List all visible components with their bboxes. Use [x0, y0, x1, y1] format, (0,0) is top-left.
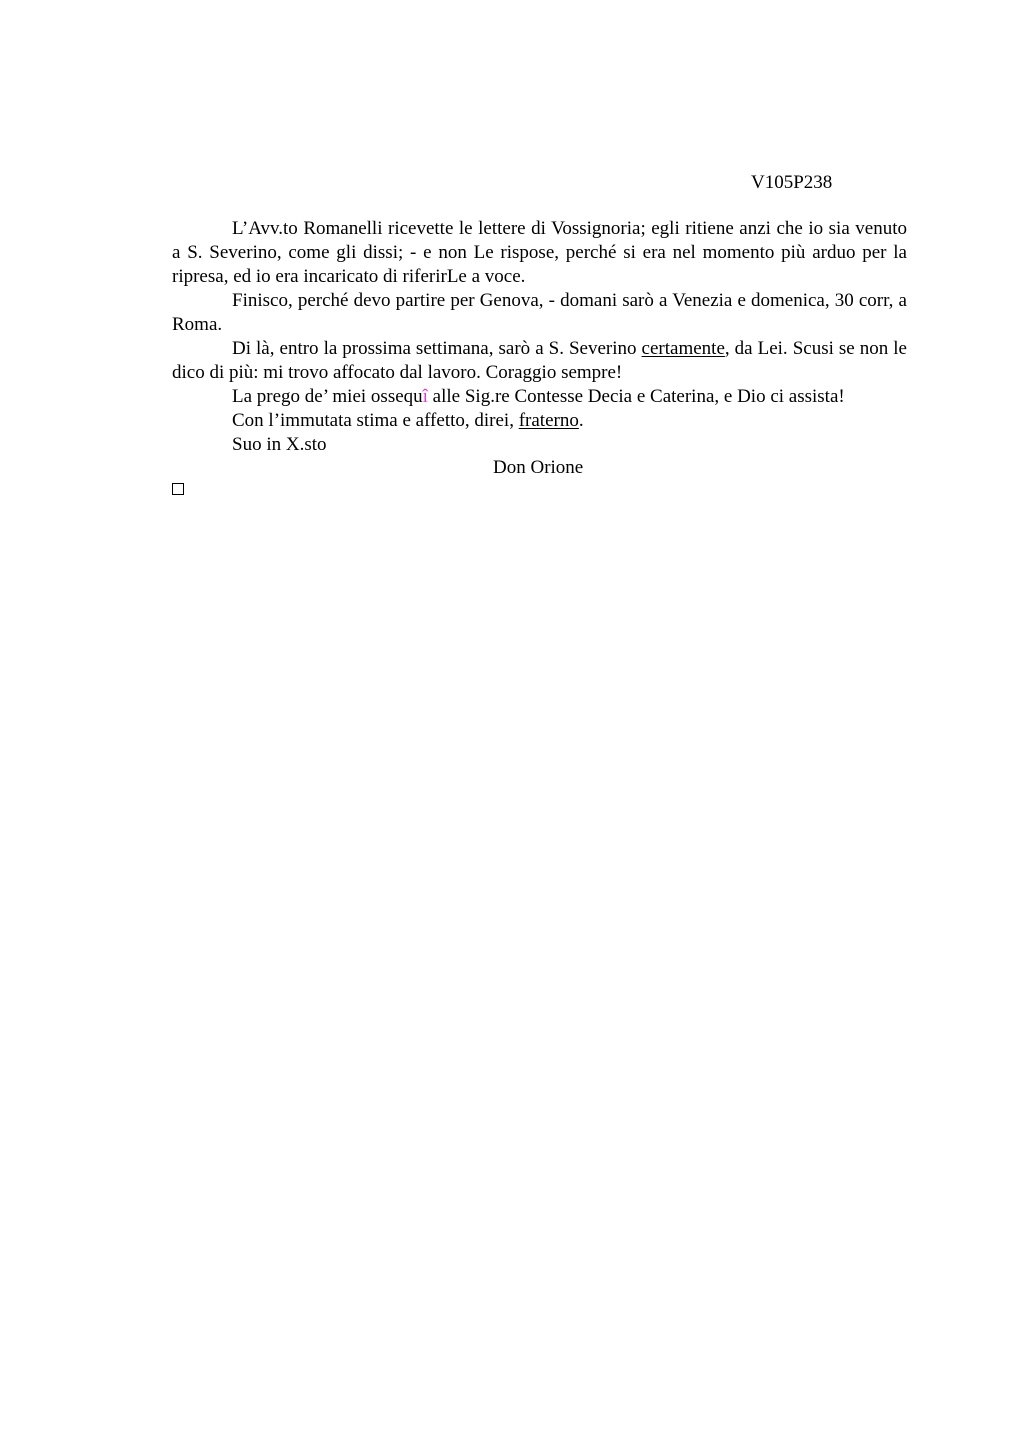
paragraph-3-text-start: Di là, entro la prossima settimana, sarò a S. Severino [232, 338, 642, 359]
underlined-word-certamente: certamente [641, 338, 725, 359]
closing-line-text: Suo in X.sto [232, 434, 327, 455]
paragraph-1-text: L’Avv.to Romanelli ricevette le lettere di Vossignoria; egli ritiene anzi che io sia venuto a S. Severino, come gli dissi; - e non Le rispose, perché si era nel momento più arduo per la ripresa, ed io era incaricato di riferirLe a voce. [172, 218, 907, 287]
checkbox-square-icon [172, 483, 184, 495]
highlighted-character: î [422, 386, 428, 407]
letter-body [172, 217, 907, 457]
document-reference-id: V105P238 [751, 172, 833, 193]
closing-line [172, 433, 907, 457]
signature: Don Orione [493, 457, 584, 478]
paragraph-2-text: Finisco, perché devo partire per Genova, - domani sarò a Venezia e domenica, 30 corr, a Roma. [172, 290, 907, 335]
paragraph-2 [172, 289, 907, 337]
paragraph-5-text-start: Con l’immutata stima e affetto, direi, [232, 410, 519, 431]
paragraph-4-text-end: alle Sig.re Contesse Decia e Caterina, e Dio ci assista! [427, 386, 845, 407]
paragraph-1 [172, 217, 907, 289]
paragraph-5-text-end: . [578, 410, 584, 431]
underlined-word-fraterno: fraterno [518, 410, 579, 431]
paragraph-4-text-start: La prego de’ miei ossequ [232, 386, 423, 407]
paragraph-3 [172, 337, 907, 385]
paragraph-5 [172, 409, 907, 433]
paragraph-4 [172, 385, 907, 409]
paragraph-3-text-end: , da Lei. Scusi se non le dico di più: mi trovo affocato dal lavoro. Coraggio sempre! [172, 338, 907, 383]
